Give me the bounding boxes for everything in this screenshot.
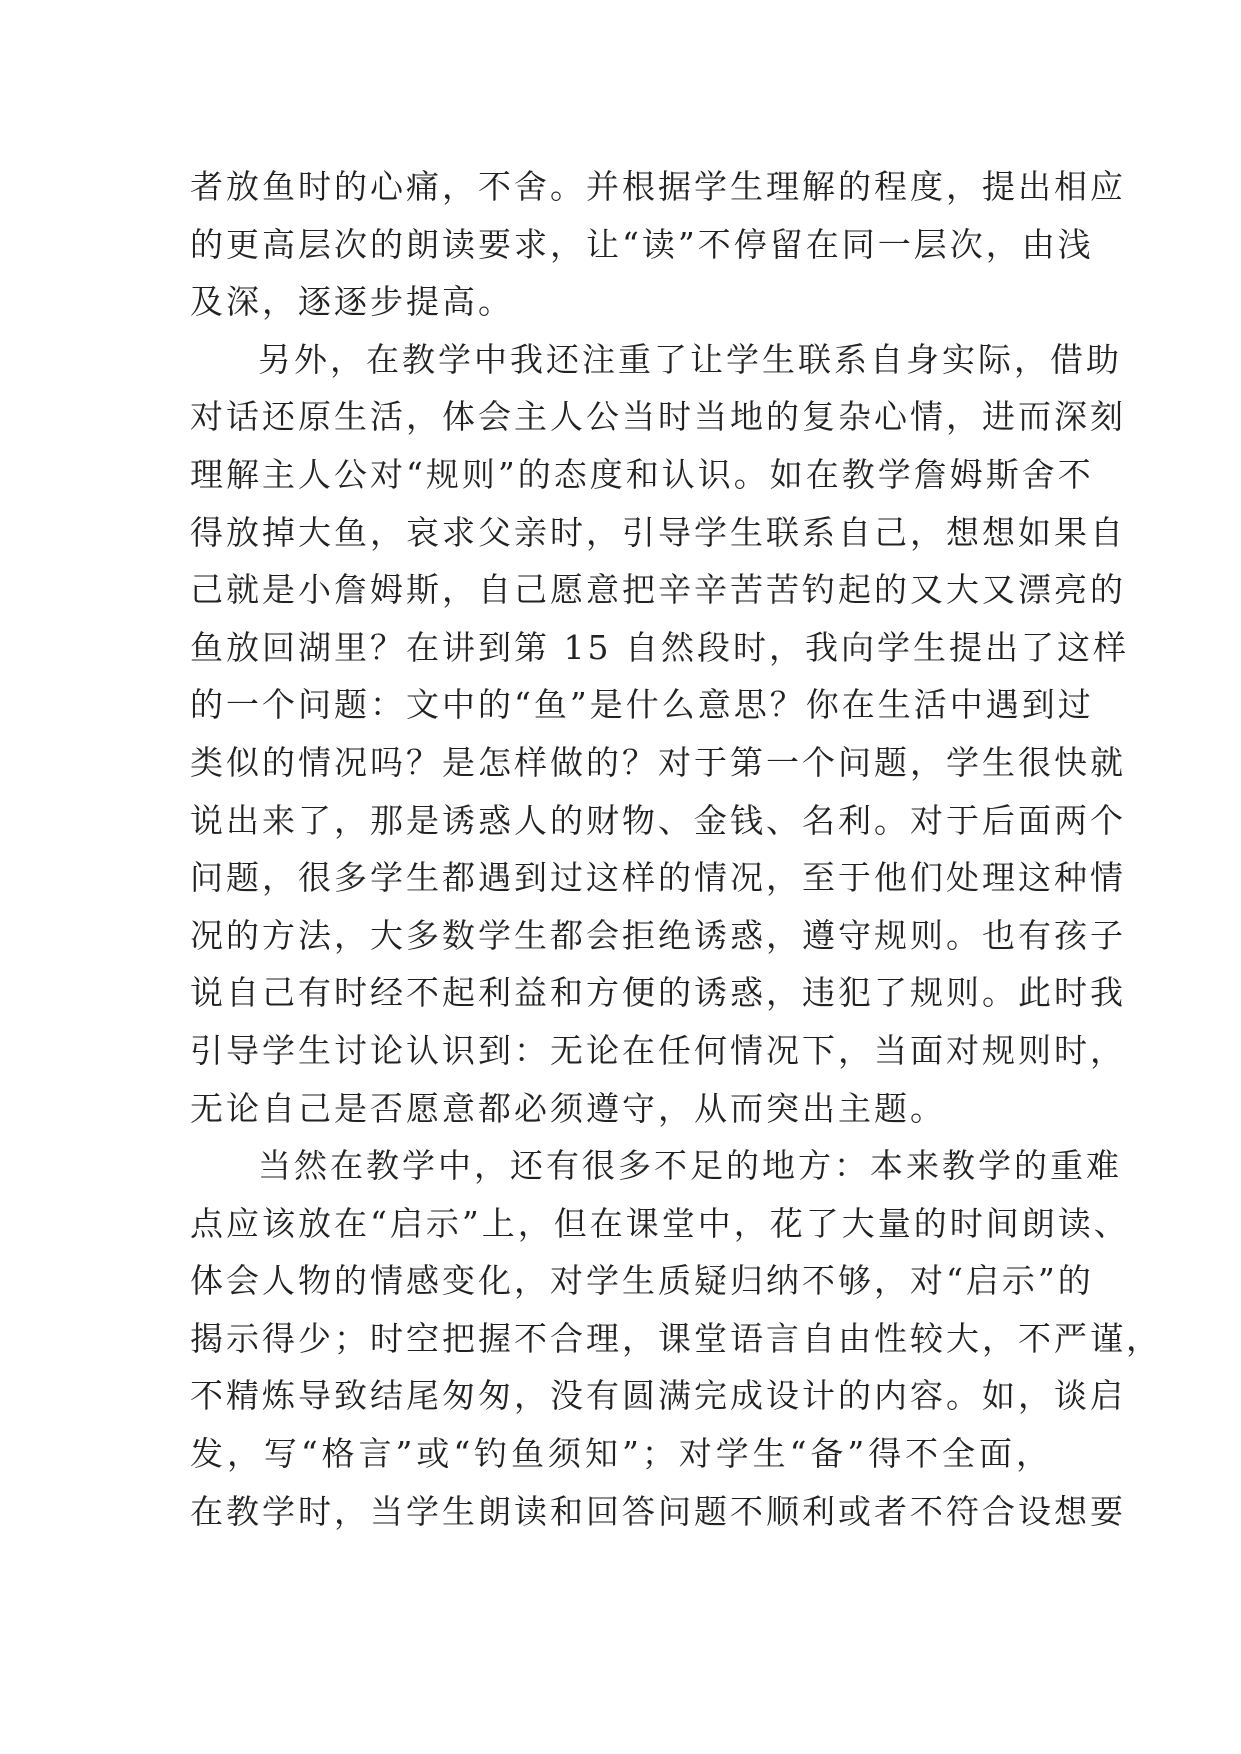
text-line: 在教学时，当学生朗读和回答问题不顺利或者不符合设想要 <box>190 1491 1126 1531</box>
text-line: 得放掉大鱼，哀求父亲时，引导学生联系自己，想想如果自 <box>190 512 1126 552</box>
text-line: 及深，逐逐步提高。 <box>190 282 514 322</box>
text-line: 发，写“格言”或“钓鱼须知”；对学生“备”得不全面， <box>190 1434 1052 1474</box>
text-line: 不精炼导致结尾匆匆，没有圆满完成设计的内容。如，谈启 <box>190 1376 1126 1416</box>
text-line: 己就是小詹姆斯，自己愿意把辛辛苦苦钓起的又大又漂亮的 <box>190 570 1126 610</box>
text-line: 的更高层次的朗读要求，让“读”不停留在同一层次，由浅 <box>190 224 1094 264</box>
paragraph-first-line: 当然在教学中，还有很多不足的地方：本来教学的重难 <box>258 1146 1122 1186</box>
text-line: 况的方法，大多数学生都会拒绝诱惑，遵守规则。也有孩子 <box>190 915 1126 955</box>
text-line: 对话还原生活，体会主人公当时当地的复杂心情，进而深刻 <box>190 397 1126 437</box>
text-line: 揭示得少；时空把握不合理，课堂语言自由性较大，不严谨， <box>190 1318 1162 1358</box>
text-line: 引导学生讨论认识到：无论在任何情况下，当面对规则时， <box>190 1030 1126 1070</box>
body-text <box>190 158 1162 1540</box>
text-line: 的一个问题：文中的“鱼”是什么意思？你在生活中遇到过 <box>190 685 1094 725</box>
text-line: 体会人物的情感变化，对学生质疑归纳不够，对“启示”的 <box>190 1261 1094 1301</box>
text-line: 点应该放在“启示”上，但在课堂中，花了大量的时间朗读、 <box>190 1203 1130 1243</box>
text-line: 者放鱼时的心痛，不舍。并根据学生理解的程度，提出相应 <box>190 167 1126 206</box>
text-line: 鱼放回湖里？在讲到第 15 自然段时，我向学生提出了这样 <box>190 627 1129 667</box>
text-line: 类似的情况吗？是怎样做的？对于第一个问题，学生很快就 <box>190 742 1126 782</box>
text-line: 说自己有时经不起利益和方便的诱惑，违犯了规则。此时我 <box>190 973 1126 1013</box>
text-line: 无论自己是否愿意都必须遵守，从而突出主题。 <box>190 1088 946 1128</box>
text-line: 说出来了，那是诱惑人的财物、金钱、名利。对于后面两个 <box>190 800 1126 840</box>
paragraph-first-line: 另外，在教学中我还注重了让学生联系自身实际，借助 <box>258 339 1122 379</box>
text-line: 问题，很多学生都遇到过这样的情况，至于他们处理这种情 <box>190 858 1126 898</box>
text-line: 理解主人公对“规则”的态度和认识。如在教学詹姆斯舍不 <box>190 454 1094 494</box>
